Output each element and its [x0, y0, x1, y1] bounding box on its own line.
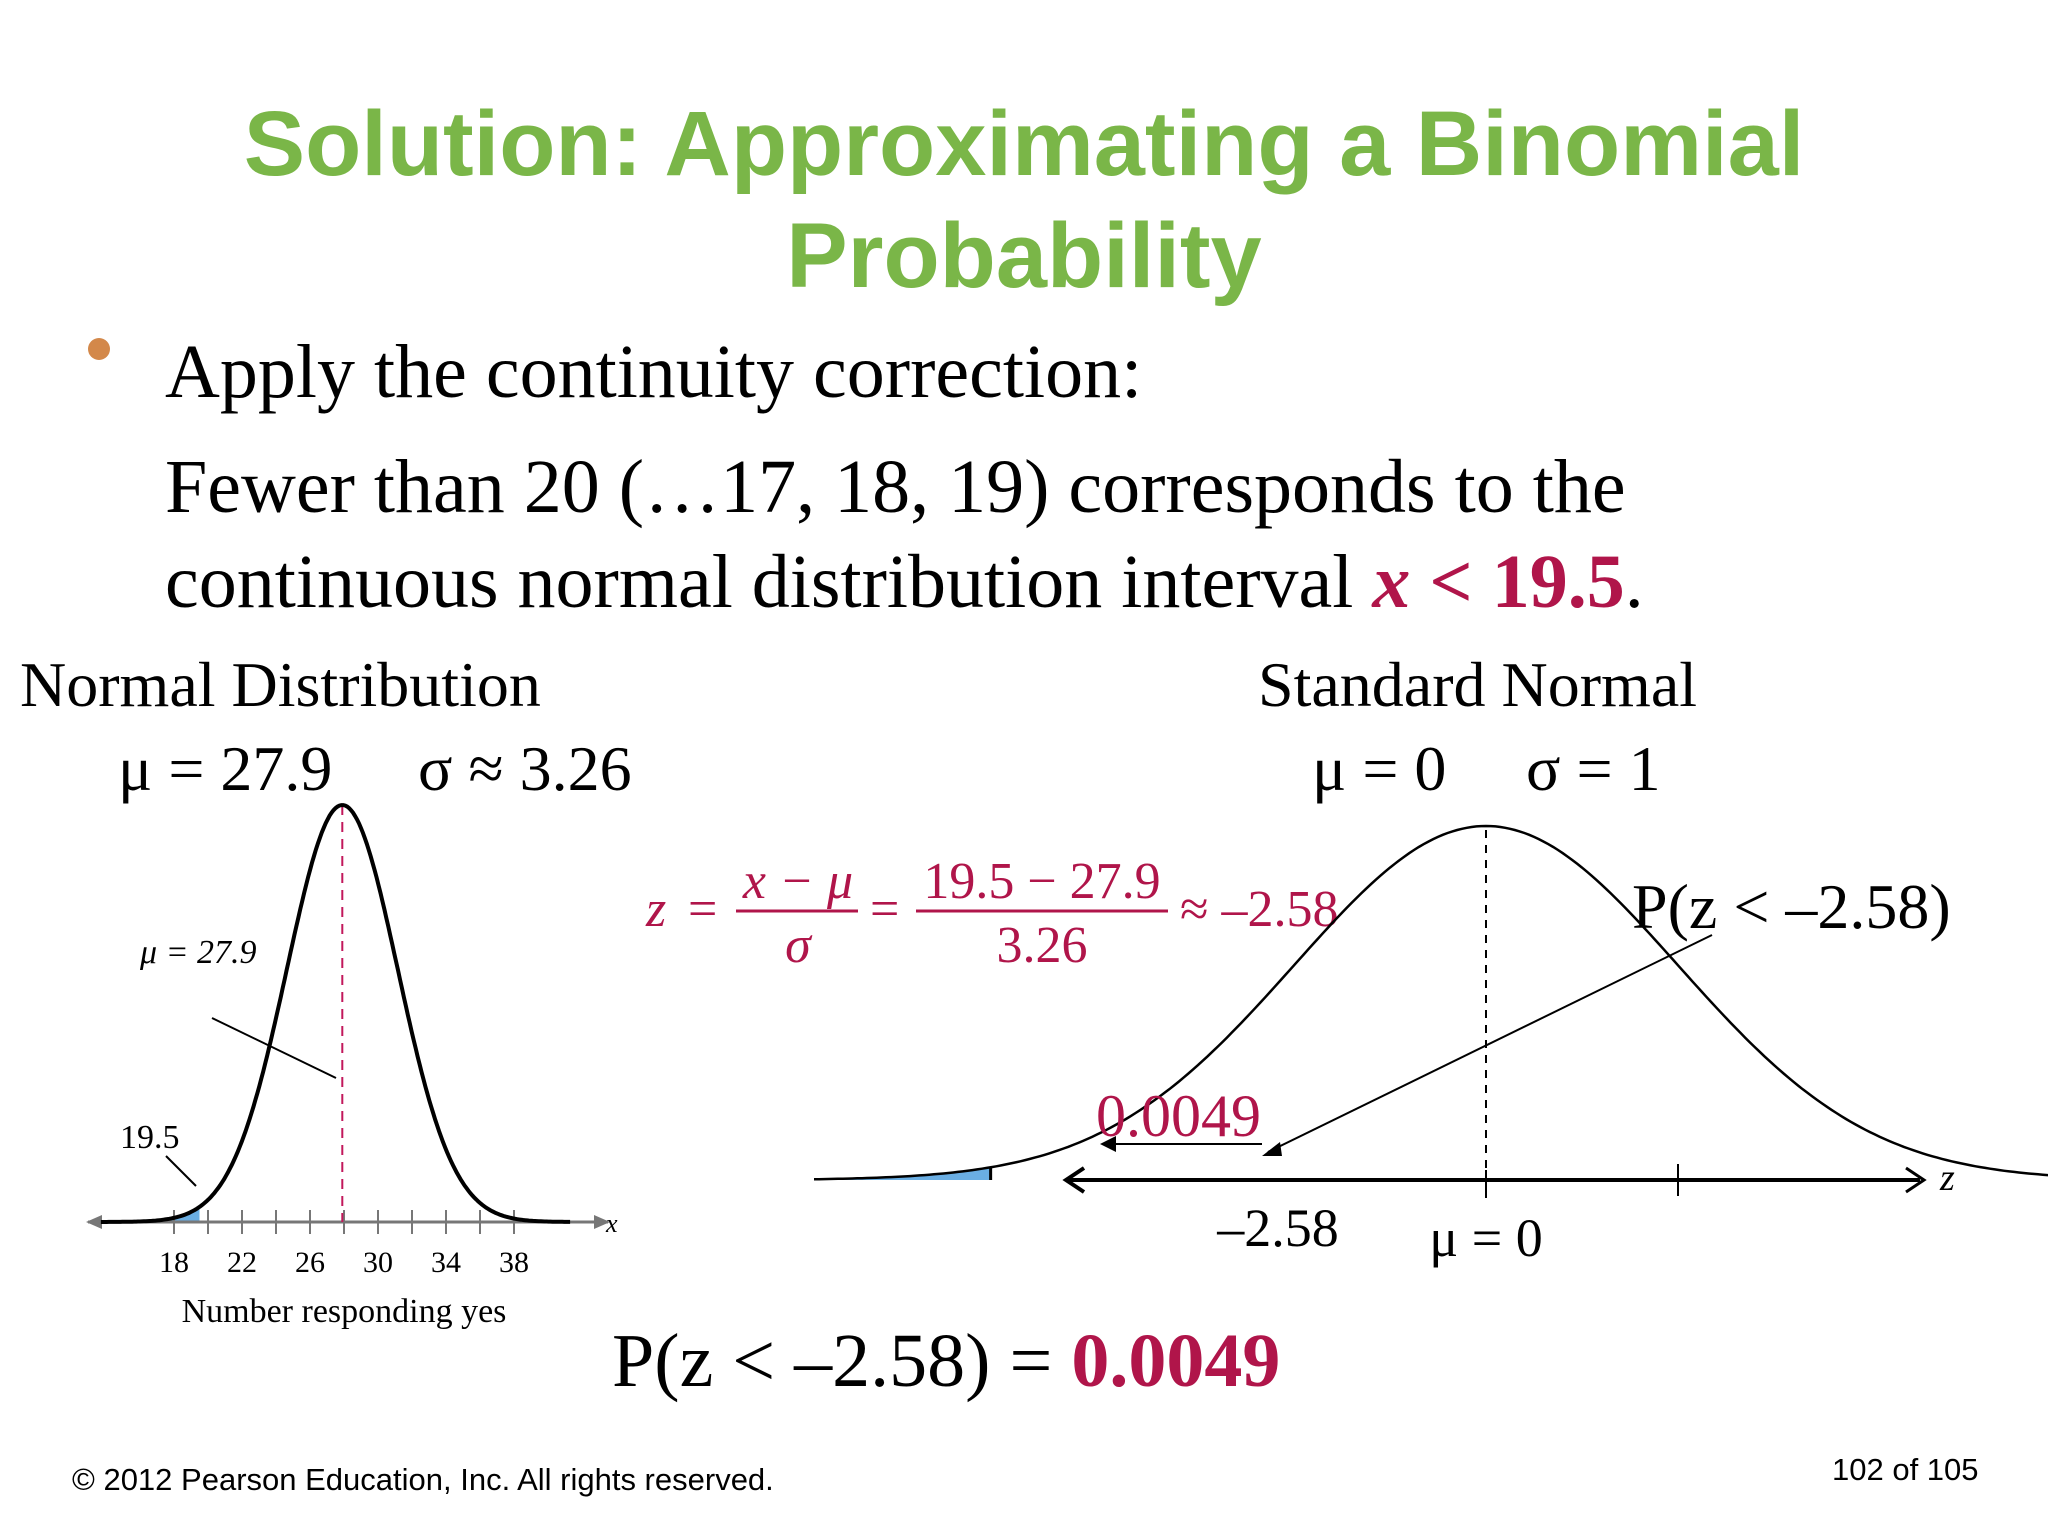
left-x-axis-label: Number responding yes — [181, 1293, 507, 1330]
left-tick-label-26: 26 — [295, 1246, 325, 1279]
page-number: 102 of 105 — [1832, 1452, 1979, 1487]
left-cut-callout: 19.5 — [120, 1119, 180, 1156]
left-tick-label-18: 18 — [159, 1246, 189, 1279]
right-mean-label: μ = 0 — [1429, 1208, 1543, 1268]
formula-result: ≈ –2.58 — [1180, 881, 1339, 938]
left-tick-label-30: 30 — [363, 1246, 393, 1279]
bullet-text: Apply the continuity correction: — [165, 330, 1143, 414]
standard-normal-chart — [814, 826, 2048, 1268]
copyright-footer: © 2012 Pearson Education, Inc. All rights reserved. — [72, 1462, 774, 1497]
normal-distribution-chart — [86, 805, 618, 1330]
left-tick-label-22: 22 — [227, 1246, 257, 1279]
normal-sigma-label: σ ≈ 3.26 — [418, 733, 632, 804]
formula-numerator-values: 19.5 − 27.9 — [923, 853, 1161, 910]
result-lhs: P(z < –2.58) = — [612, 1319, 1072, 1403]
standard-sigma-label: σ = 1 — [1526, 733, 1661, 804]
right-area-label: 0.0049 — [1096, 1083, 1261, 1149]
probability-leader-line — [1268, 935, 1712, 1152]
left-axis-arrow-left-icon — [86, 1215, 102, 1229]
formula-denominator-symbolic: σ — [785, 917, 811, 974]
normal-distribution-heading: Normal Distribution — [20, 649, 541, 720]
formula-equals-2: = — [870, 881, 900, 938]
body-line-1: Fewer than 20 (…17, 18, 19) corresponds to the — [165, 445, 1626, 529]
left-cut-leader-line — [166, 1156, 196, 1186]
probability-leader-arrow-icon — [1262, 1142, 1282, 1156]
left-mean-callout: μ = 27.9 — [140, 934, 257, 971]
slide-title-line-2: Probability — [786, 205, 1262, 307]
formula-numerator-symbolic: x − μ — [742, 853, 854, 910]
normal-mu-label: μ = 27.9 — [118, 733, 333, 804]
interval-variable: x — [1372, 540, 1411, 624]
right-cut-label: –2.58 — [1217, 1198, 1339, 1258]
standard-normal-heading: Standard Normal — [1258, 649, 1697, 720]
left-tick-label-group — [159, 1246, 529, 1279]
interval-bound: < 19.5 — [1410, 540, 1625, 624]
result-value: 0.0049 — [1071, 1319, 1281, 1403]
left-tick-label-34: 34 — [431, 1246, 461, 1279]
left-axis-variable: x — [606, 1209, 618, 1238]
formula-equals-1: = — [688, 881, 718, 938]
left-normal-curve — [101, 805, 570, 1222]
formula-z: z — [646, 881, 667, 938]
slide-title-line-1: Solution: Approximating a Binomial — [243, 93, 1805, 195]
right-axis-variable: z — [1940, 1157, 1955, 1199]
standard-mu-label: μ = 0 — [1312, 733, 1447, 804]
right-probability-callout: P(z < –2.58) — [1632, 871, 1951, 942]
body-line-2-prefix: continuous normal distribution interval — [165, 540, 1373, 624]
result-equation — [612, 1318, 1280, 1405]
left-tick-label-38: 38 — [499, 1246, 529, 1279]
body-line-2-suffix: . — [1624, 540, 1644, 624]
formula-denominator-values: 3.26 — [996, 917, 1088, 974]
